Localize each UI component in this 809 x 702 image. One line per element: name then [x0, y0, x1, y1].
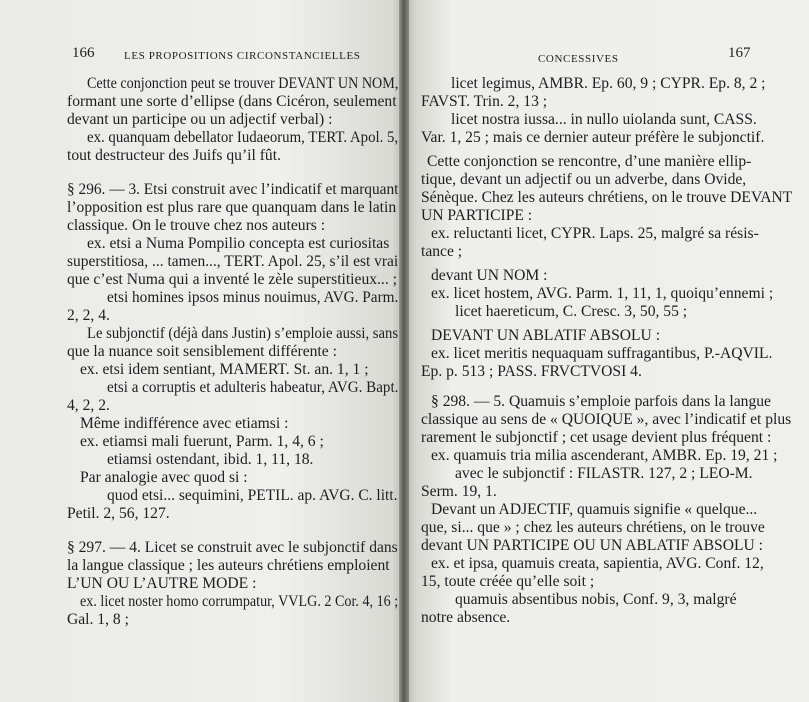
text-line: ex. quamuis tria milia ascenderant, AMBR. Ep. 19, 21 ; [431, 447, 778, 464]
page-number: 166 [72, 45, 95, 61]
text-line: 4, 2, 2. [67, 397, 110, 414]
text-line: etiamsi ostendant, ibid. 1, 11, 18. [107, 451, 314, 468]
text-line: ex. et ipsa, quamuis creata, sapientia, AVG. Conf. 12, [431, 555, 764, 572]
text-line: superstitiosa, ... tamen..., TERT. Apol. 25, s’il est vrai [67, 253, 399, 270]
text-line: Cette conjonction peut se trouver DEVANT UN NOM, [87, 75, 399, 92]
text-line: Devant un ADJECTIF, quamuis signifie « quelque... [431, 501, 758, 518]
text-line: licet nostra iussa... in nullo uiolanda sunt, CASS. [451, 111, 757, 128]
text-line: Ep. p. 513 ; PASS. FRVCTVOSI 4. [421, 363, 642, 380]
running-head: LES PROPOSITIONS CIRCONSTANCIELLES [124, 50, 361, 62]
text-line: quamuis absentibus nobis, Conf. 9, 3, malgré [455, 591, 737, 608]
text-line: ex. quanquam debellator Iudaeorum, TERT. Apol. 5, [87, 129, 399, 146]
text-line: Cette conjonction se rencontre, d’une manière ellip- [427, 153, 752, 170]
text-line: § 296. — 3. Etsi construit avec l’indicatif et marquant [67, 181, 399, 198]
text-line: devant un participe ou un adjectif verbal) : [67, 111, 333, 128]
text-line: classique. On le trouve chez nos auteurs : [67, 217, 326, 234]
text-line: etsi a corruptis et adulteris habeatur, AVG. Bapt. [107, 379, 399, 396]
text-line: que, si... que » ; chez les auteurs chrétiens, on le trouve [421, 519, 765, 536]
text-line: FAVST. Trin. 2, 13 ; [421, 93, 548, 110]
text-line: Serm. 19, 1. [421, 483, 497, 500]
text-line: tique, devant un adjectif ou un adverbe, dans Ovide, [421, 171, 747, 188]
text-line: ex. licet hostem, AVG. Parm. 1, 11, 1, quoiqu’ennemi ; [431, 285, 774, 302]
text-line: avec le subjonctif : FILASTR. 127, 2 ; LEO-M. [455, 465, 753, 482]
text-line: rarement le subjonctif ; cet usage devient plus fréquent : [421, 429, 772, 446]
text-line: Le subjonctif (déjà dans Justin) s’emploie aussi, sans [87, 325, 399, 342]
book-spine [399, 0, 409, 702]
text-line: Par analogie avec quod si : [80, 469, 248, 486]
text-line: ex. licet meritis nequaquam suffragantibus, P.-AQVIL. [431, 345, 773, 362]
text-line: ex. reluctanti licet, CYPR. Laps. 25, malgré sa résis- [431, 225, 759, 242]
text-line: Gal. 1, 8 ; [67, 611, 129, 628]
text-line: 15, toute créée qu’elle soit ; [421, 573, 595, 590]
page-number: 167 [728, 45, 751, 61]
text-line: etsi homines ipsos minus nouimus, AVG. Parm. [107, 289, 399, 306]
text-line: ex. etiamsi mali fuerunt, Parm. 1, 4, 6 ; [80, 433, 324, 450]
text-line: UN PARTICIPE : [421, 207, 533, 224]
text-line: tance ; [421, 243, 463, 260]
right-page [404, 0, 809, 702]
left-page [0, 0, 404, 702]
text-line: licet haereticum, C. Cresc. 3, 50, 55 ; [455, 303, 688, 320]
text-line: devant UN NOM : [431, 267, 548, 284]
text-line: tout destructeur des Juifs qu’il fût. [67, 147, 281, 164]
text-line: 2, 2, 4. [67, 307, 110, 324]
text-line: la langue classique ; les auteurs chrétiens emploient [67, 557, 390, 574]
text-line: devant UN PARTICIPE OU UN ABLATIF ABSOLU : [421, 537, 764, 554]
text-line: Petil. 2, 56, 127. [67, 505, 170, 522]
text-line: ex. etsi a Numa Pompilio concepta est curiositas [87, 235, 390, 252]
text-line: L’UN OU L’AUTRE MODE : [67, 575, 257, 592]
text-line: notre absence. [421, 609, 511, 626]
text-line: Même indifférence avec etiamsi : [80, 415, 289, 432]
text-line: Sénèque. Chez les auteurs chrétiens, on le trouve DEVANT [421, 189, 793, 206]
text-line: § 297. — 4. Licet se construit avec le subjonctif dans [67, 539, 398, 556]
text-line: quod etsi... sequimini, PETIL. ap. AVG. C. litt. [107, 487, 398, 504]
text-line: ex. etsi idem sentiant, MAMERT. St. an. 1, 1 ; [80, 361, 369, 378]
text-line: DEVANT UN ABLATIF ABSOLU : [431, 327, 661, 344]
running-head: CONCESSIVES [538, 53, 619, 65]
text-line: que la nuance soit sensiblement différente : [67, 343, 337, 360]
text-line: classique au sens de « QUOIQUE », avec l’indicatif et plus [421, 411, 792, 428]
text-line: formant une sorte d’ellipse (dans Cicéron, seulement [67, 93, 397, 110]
text-line: ex. licet noster homo corrumpatur, VVLG. 2 Cor. 4, 16 ; [80, 593, 399, 610]
text-line: Var. 1, 25 ; mais ce dernier auteur préfère le subjonctif. [421, 129, 765, 146]
text-line: licet legimus, AMBR. Ep. 60, 9 ; CYPR. Ep. 8, 2 ; [451, 75, 766, 92]
text-line: § 298. — 5. Quamuis s’emploie parfois dans la langue [431, 393, 771, 410]
text-line: que c’est Numa qui a inventé le zèle superstitieux... ; [67, 271, 397, 288]
text-line: l’opposition est plus rare que quanquam dans le latin [67, 199, 397, 216]
